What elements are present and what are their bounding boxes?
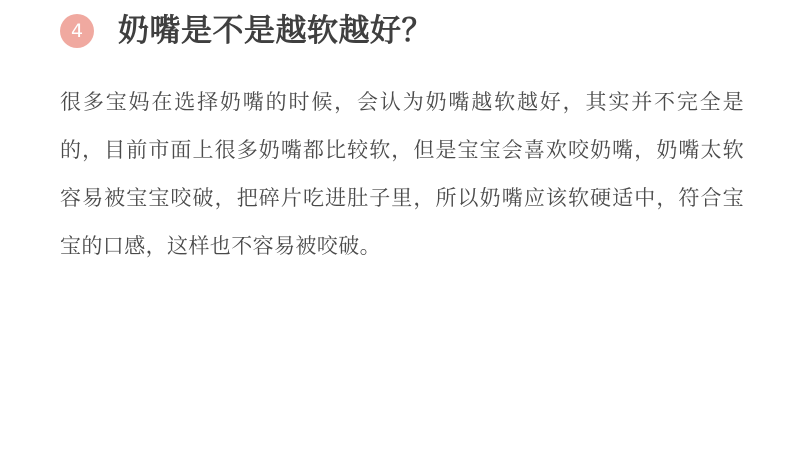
- body-paragraph: 很多宝妈在选择奶嘴的时候，会认为奶嘴越软越好，其实并不完全是的，目前市面上很多奶嘴都比较软，但是宝宝会喜欢咬奶嘴，奶嘴太软容易被宝宝咬破，把碎片吃进肚子里，所以奶嘴应该软硬适中，符合宝宝的口感，这样也不容易被咬破。: [60, 90, 744, 258]
- page-title: 奶嘴是不是越软越好？: [118, 13, 433, 49]
- section-number-badge: 4: [60, 14, 94, 48]
- section-heading: [60, 14, 433, 48]
